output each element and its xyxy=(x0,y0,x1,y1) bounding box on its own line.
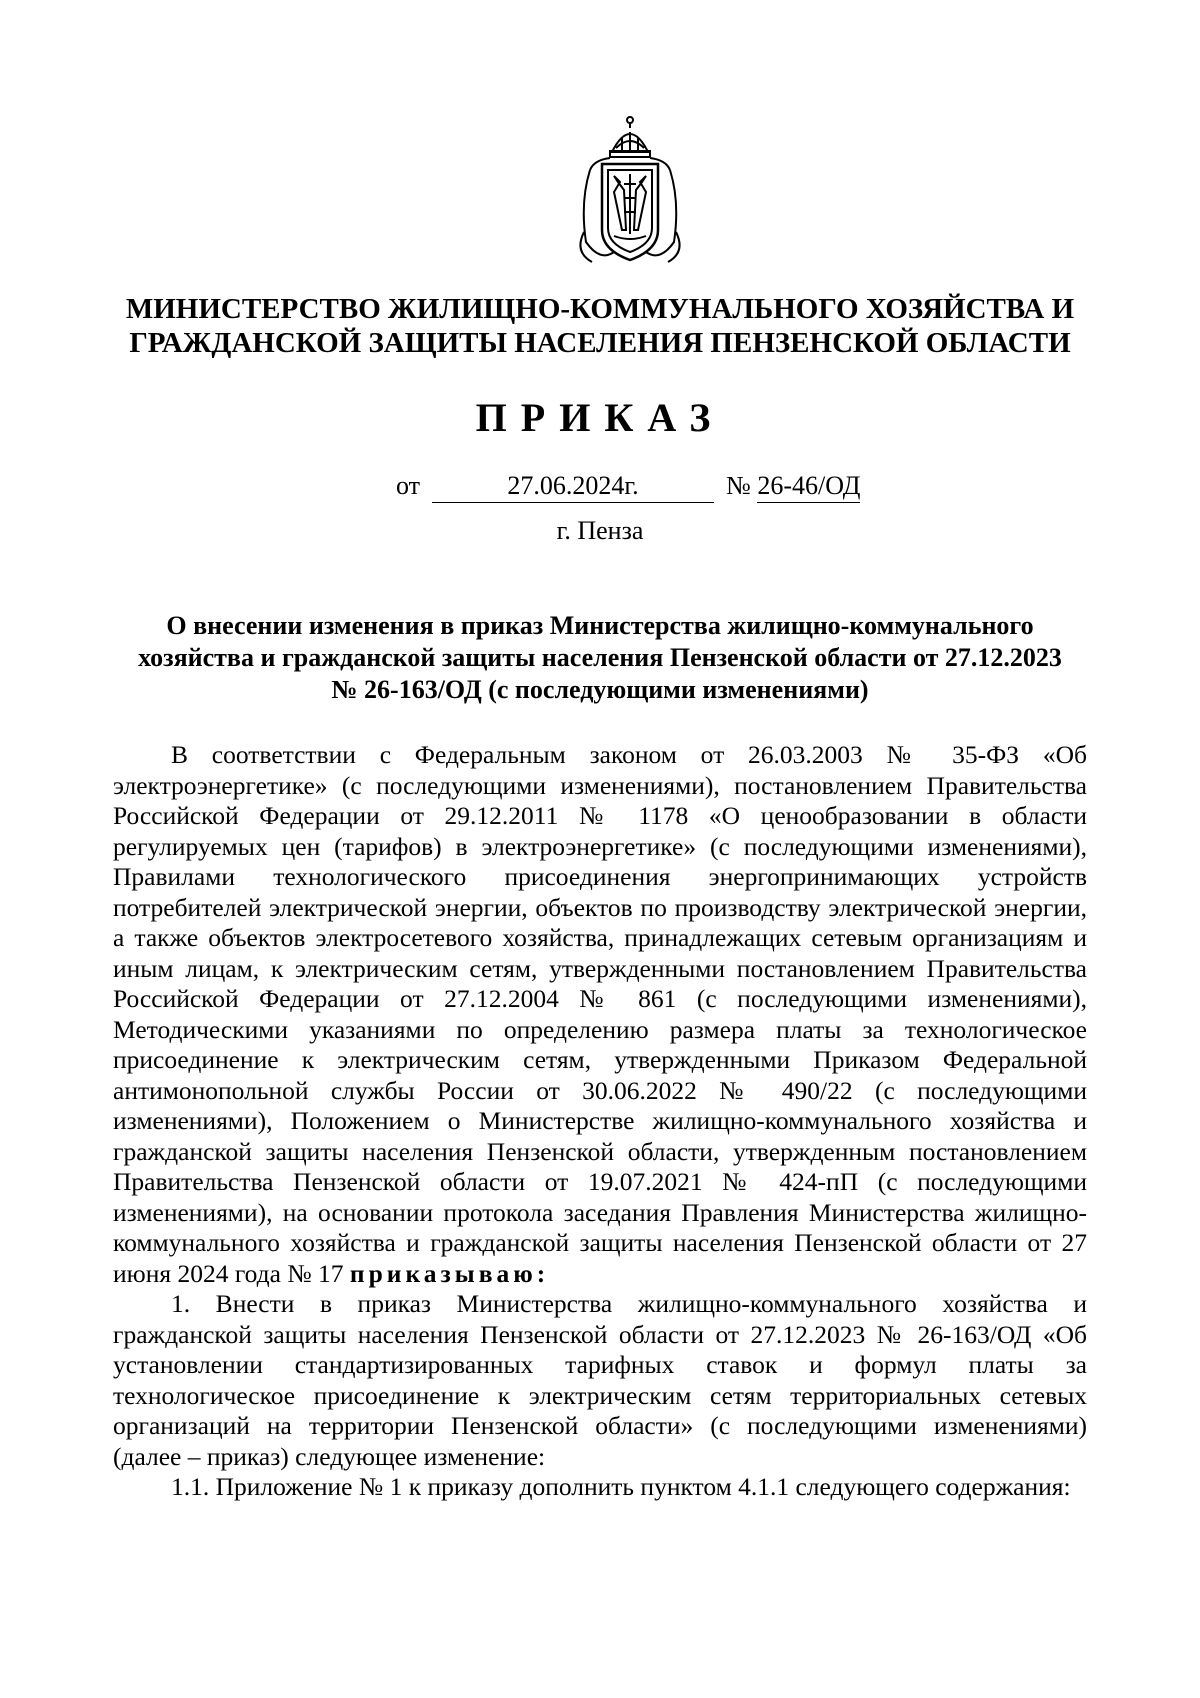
date-prefix: от xyxy=(396,471,421,500)
order-date: 27.06.2024г. xyxy=(432,470,714,503)
order-subject xyxy=(120,610,1080,706)
subject-line-3: № 26-163/ОД (с последующими изменениями) xyxy=(331,675,869,704)
ministry-name xyxy=(110,292,1090,360)
pensa-oblast-coat-of-arms-icon xyxy=(570,112,690,270)
document-type-title: ПРИКАЗ xyxy=(475,395,725,440)
item-1-1-paragraph: 1.1. Приложение № 1 к приказу дополнить пунктом 4.1.1 следующего содержания: xyxy=(171,1472,1071,1501)
ministry-name-line-1: МИНИСТЕРСТВО ЖИЛИЩНО-КОММУНАЛЬНОГО ХОЗЯЙСТВА И xyxy=(125,293,1075,325)
date-number-line xyxy=(396,470,860,503)
order-word: приказываю: xyxy=(349,1258,550,1288)
order-number: 26-46/ОД xyxy=(757,470,860,503)
ministry-name-line-2: ГРАЖДАНСКОЙ ЗАЩИТЫ НАСЕЛЕНИЯ ПЕНЗЕНСКОЙ ОБЛАСТИ xyxy=(129,327,1071,359)
item-1-paragraph: 1. Внести в приказ Министерства жилищно-коммунального хозяйства и гражданской защиты населения Пензенской области от 27.12.2023 № 26-163/ОД «Об установлении стандартизированных тарифных ставок и формул платы за технологическое присоединение к электрическим сетям территориальных сетевых организаций на территории Пензенской области» (с последующими изменениями) (далее – приказ) следующее изменение: xyxy=(113,1289,1087,1471)
city: г. Пенза xyxy=(556,516,644,545)
document-body xyxy=(113,740,1087,1503)
subject-line-1: О внесении изменения в приказ Министерства жилищно-коммунального xyxy=(166,611,1034,640)
number-prefix: № xyxy=(726,471,751,500)
preamble-paragraph xyxy=(113,740,1087,1289)
subject-line-2: хозяйства и гражданской защиты населения Пензенской области от 27.12.2023 xyxy=(138,643,1062,672)
preamble-text: В соответствии с Федеральным законом от 26.03.2003 № 35-ФЗ «Об электроэнергетике» (с последующими изменениями), постановлением Правительства Российской Федерации от 29.12.2011 № 1178 «О ценообразовании в области регулируемых цен (тарифов) в электроэнергетике» (с последующими изменениями), Правилами технологического присоединения энергопринимающих устройств потребителей электрической энергии, объектов по производству электрической энергии, а также объектов электросетевого хозяйства, принадлежащих сетевым организациям и иным лицам, к электрическим сетям, утвержденными постановлением Правительства Российской Федерации от 27.12.2004 № 861 (с последующими изменениями), Методическими указаниями по определению размера платы за технологическое присоединение к электрическим сетям, утвержденными Приказом Федеральной антимонопольной службы России от 30.06.2022 № 490/22 (с последующими изменениями), Положением о Министерстве жилищно-коммунального хозяйства и гражданской защиты населения Пензенской области, утвержденным постановлением Правительства Пензенской области от 19.07.2021 № 424-пП (с последующими изменениями), на основании протокола заседания Правления Министерства жилищно-коммунального хозяйства и гражданской защиты населения Пензенской области от 27 июня 2024 года № 17 xyxy=(113,740,1087,1288)
